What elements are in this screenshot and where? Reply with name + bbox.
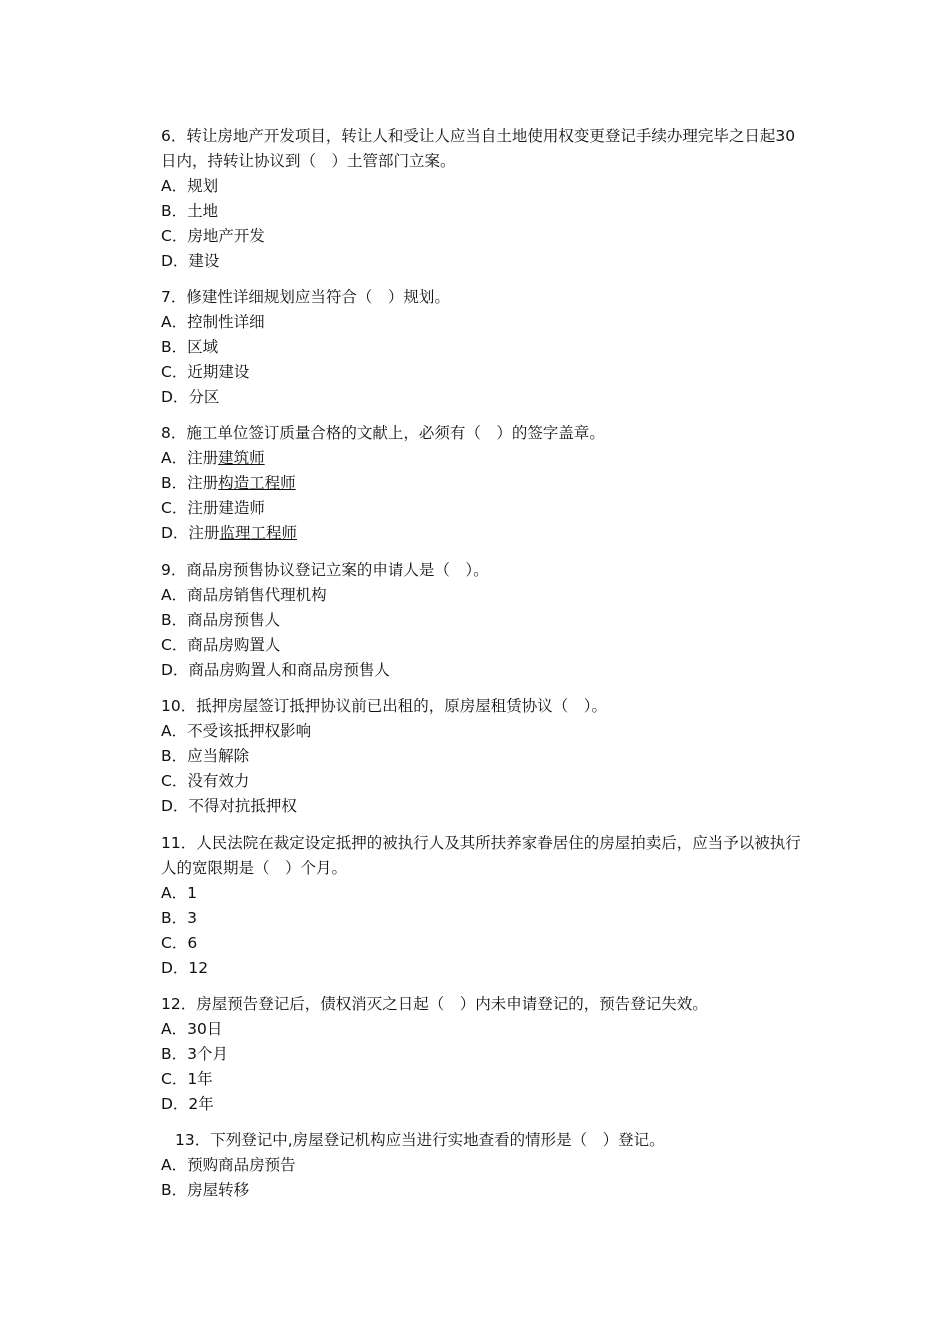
- option-underlined: 构造工程师: [218, 474, 296, 492]
- question-stem: 13．下列登记中,房屋登记机构应当进行实地查看的情形是（ ）登记。: [175, 1131, 665, 1149]
- question-stem: 11．人民法院在裁定设定抵押的被执行人及其所扶养家眷居住的房屋拍卖后，应当予以被执行人的宽限期是（ ）个月。: [161, 834, 801, 877]
- option-a: A．控制性详细: [161, 313, 265, 331]
- option-b: B．应当解除: [161, 747, 250, 765]
- option-underlined: 建筑师: [218, 449, 265, 467]
- question-stem: 10．抵押房屋签订抵押协议前已出租的，原房屋租赁协议（ ）。: [161, 697, 607, 715]
- question-12: [145, 992, 810, 1117]
- option-a: A．30日: [161, 1020, 223, 1038]
- question-6: [145, 124, 810, 274]
- question-stem: 7．修建性详细规划应当符合（ ）规划。: [161, 288, 450, 306]
- question-11: [145, 831, 810, 981]
- option-c: C．商品房购置人: [161, 636, 281, 654]
- option-d: D．12: [161, 959, 209, 977]
- question-7: [145, 285, 810, 410]
- question-stem: 12．房屋预告登记后，债权消灭之日起（ ）内未申请登记的，预告登记失效。: [161, 995, 708, 1013]
- option-a: A．不受该抵押权影响: [161, 722, 312, 740]
- option-c: [145, 496, 810, 521]
- option-d: D．建设: [161, 252, 220, 270]
- option-a: A．1: [161, 884, 197, 902]
- option-d: [145, 521, 810, 546]
- option-a: [145, 446, 810, 471]
- option-prefix: C．注册建造师: [161, 499, 265, 517]
- question-9: [145, 558, 810, 683]
- option-b: B．区域: [161, 338, 219, 356]
- option-c: C．近期建设: [161, 363, 250, 381]
- question-stem: 9．商品房预售协议登记立案的申请人是（ ）。: [161, 561, 489, 579]
- option-prefix: A．注册: [161, 449, 219, 467]
- question-stem: 6．转让房地产开发项目，转让人和受让人应当自土地使用权变更登记手续办理完毕之日起30日内，持转让协议到（ ）土管部门立案。: [161, 127, 796, 170]
- question-13: [145, 1128, 810, 1203]
- option-prefix: B．注册: [161, 474, 219, 492]
- option-d: D．2年: [161, 1095, 214, 1113]
- option-c: C．房地产开发: [161, 227, 265, 245]
- option-b: [145, 471, 810, 496]
- option-a: A．预购商品房预告: [161, 1156, 296, 1174]
- option-b: B．3: [161, 909, 197, 927]
- option-prefix: D．注册: [161, 524, 220, 542]
- option-d: D．商品房购置人和商品房预售人: [161, 661, 390, 679]
- option-d: D．分区: [161, 388, 220, 406]
- option-b: B．土地: [161, 202, 219, 220]
- option-b: B．房屋转移: [161, 1181, 250, 1199]
- question-10: [145, 694, 810, 819]
- option-a: A．规划: [161, 177, 219, 195]
- option-a: A．商品房销售代理机构: [161, 586, 327, 604]
- option-c: C．6: [161, 934, 198, 952]
- question-8: [145, 421, 810, 546]
- option-c: C．没有效力: [161, 772, 250, 790]
- question-stem: 8．施工单位签订质量合格的文献上，必须有（ ）的签字盖章。: [161, 424, 605, 442]
- option-underlined: 监理工程师: [219, 524, 297, 542]
- option-d: D．不得对抗抵押权: [161, 797, 297, 815]
- option-c: C．1年: [161, 1070, 213, 1088]
- option-b: B．商品房预售人: [161, 611, 281, 629]
- option-b: B．3个月: [161, 1045, 228, 1063]
